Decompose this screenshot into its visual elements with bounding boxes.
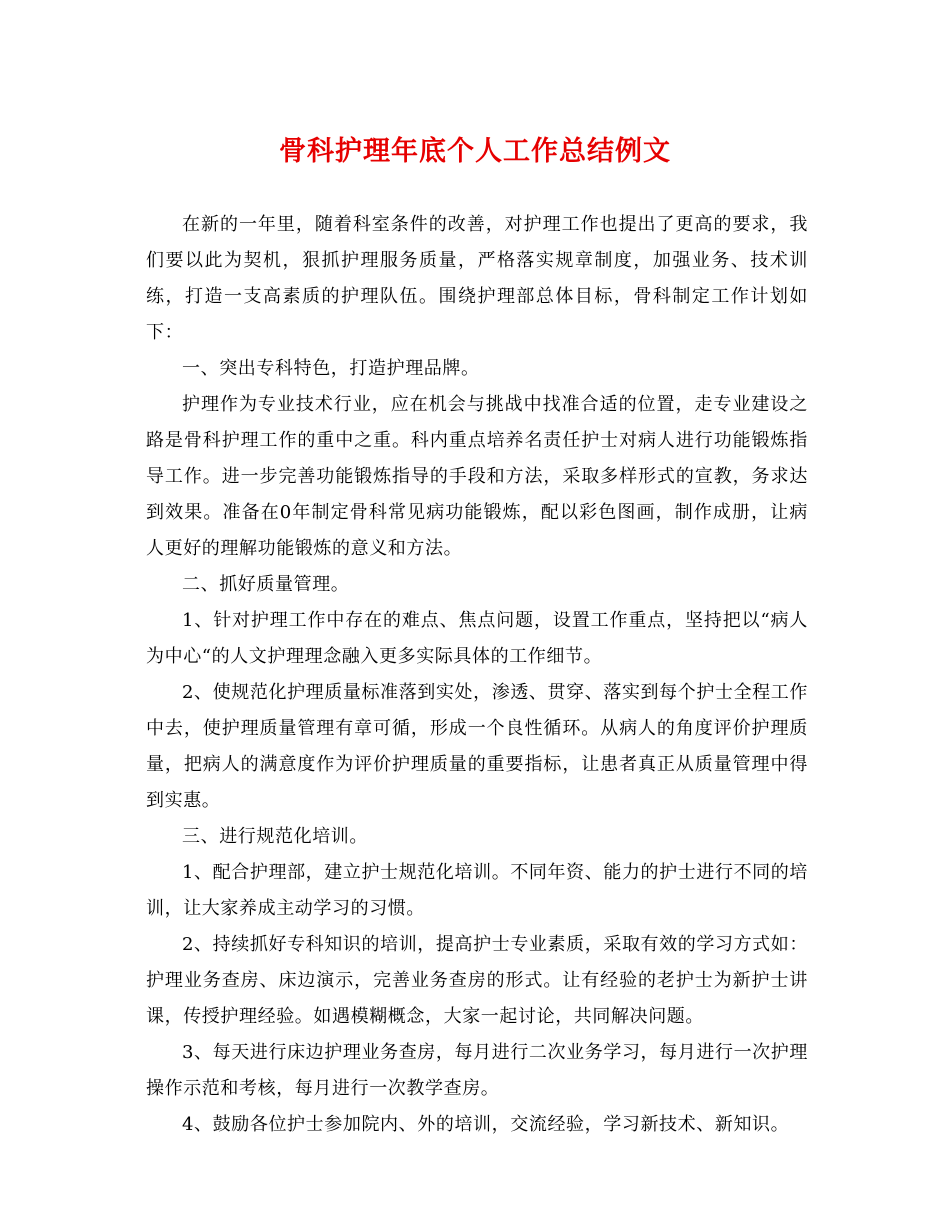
paragraph-intro: 在新的一年里，随着科室条件的改善，对护理工作也提出了更高的要求，我们要以此为契机，狠抓护理服务质量，严格落实规章制度，加强业务、技术训练，打造一支高素质的护理队伍。围绕护理部总体目标，骨科制定工作计划如下： — [146, 214, 808, 343]
section-heading-3: 三、进行规范化培训。 — [182, 826, 368, 847]
paragraph-quality-1: 1、针对护理工作中存在的难点、焦点问题，设置工作重点，坚持把以“病人为中心“的人文护理理念融入更多实际具体的工作细节。 — [146, 610, 808, 667]
section-heading-1: 一、突出专科特色，打造护理品牌。 — [182, 358, 480, 379]
section-heading-2: 二、抓好质量管理。 — [182, 574, 350, 595]
paragraph-quality-2: 2、使规范化护理质量标准落到实处，渗透、贯穿、落实到每个护士全程工作中去，使护理质量管理有章可循，形成一个良性循环。从病人的角度评价护理质量，把病人的满意度作为评价护理质量的重要指标，让患者真正从质量管理中得到实惠。 — [146, 682, 808, 811]
paragraph-training-1: 1、配合护理部，建立护士规范化培训。不同年资、能力的护士进行不同的培训，让大家养成主动学习的习惯。 — [146, 862, 808, 919]
paragraph-training-4: 4、鼓励各位护士参加院内、外的培训，交流经验，学习新技术、新知识。 — [182, 1114, 790, 1135]
paragraph-training-3: 3、每天进行床边护理业务查房，每月进行二次业务学习，每月进行一次护理操作示范和考核，每月进行一次教学查房。 — [146, 1042, 808, 1099]
document-body — [146, 207, 808, 1143]
paragraph-training-2: 2、持续抓好专科知识的培训，提高护士专业素质，采取有效的学习方式如：护理业务查房、床边演示，完善业务查房的形式。让有经验的老护士为新护士讲课，传授护理经验。如遇模糊概念，大家一起讨论，共同解决问题。 — [146, 934, 808, 1027]
paragraph-specialty: 护理作为专业技术行业，应在机会与挑战中找准合适的位置，走专业建设之路是骨科护理工作的重中之重。科内重点培养名责任护士对病人进行功能锻炼指导工作。进一步完善功能锻炼指导的手段和方法，采取多样形式的宣教，务求达到效果。准备在0年制定骨科常见病功能锻炼，配以彩色图画，制作成册，让病人更好的理解功能锻炼的意义和方法。 — [146, 394, 808, 559]
document-title: 骨科护理年底个人工作总结例文 — [279, 136, 671, 167]
